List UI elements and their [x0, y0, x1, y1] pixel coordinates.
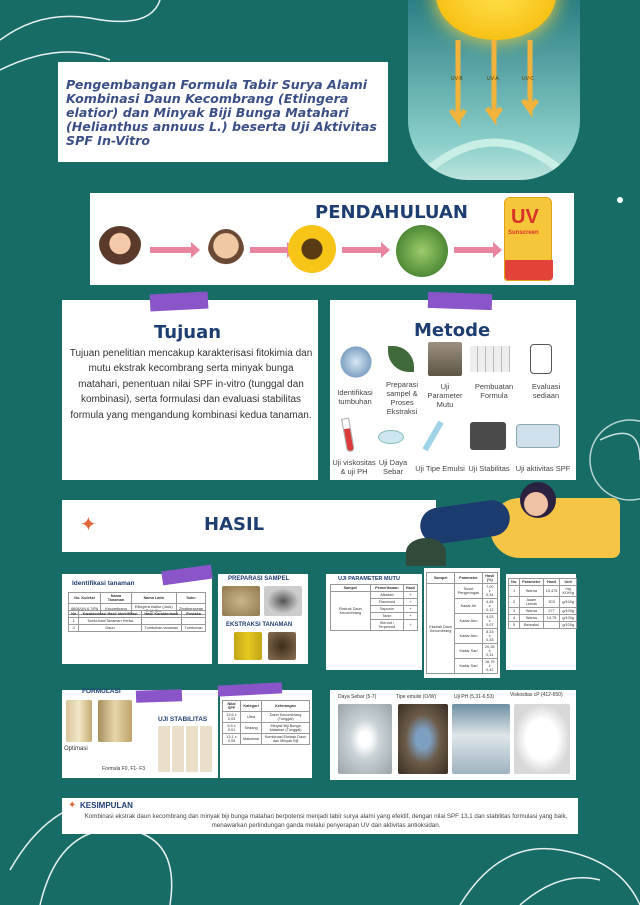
spf-card — [220, 690, 312, 778]
metode-step-2: Preparasi sampel & Proses Ekstraksi — [385, 380, 419, 416]
ekstraksi-title: EKSTRAKSI TANAMAN — [226, 622, 293, 628]
evaluasi-card — [330, 690, 576, 780]
arrow-3 — [342, 247, 382, 253]
daya-sebar-photo — [338, 704, 392, 774]
spf-table: Nilai SPF Kategori Keterangan 13,6 ± 0,03 Ultra Daun Kecombrang (Tunggal) 5,5 ± 0,01 Sedang Minyak Biji Bunga Matahari (Tunggal) 13,1 ± 0,05 Maksimal Kombinasi Ekstrak Daun dan Minyak Biji — [222, 700, 310, 745]
metode-step-6: Uji viskositas & uji PH — [332, 458, 376, 476]
metode-step-4: Pembuatan Formula — [474, 382, 514, 400]
sparkle-icon: ✦ — [80, 514, 97, 536]
stability-oven-icon — [470, 422, 506, 450]
ekstraksi-photo-1 — [234, 632, 262, 660]
metode-step-8: Uji Tipe Emulsi — [415, 464, 465, 473]
metode-card — [330, 300, 576, 480]
metode-step-9: Uji Stabilitas — [468, 464, 510, 473]
parameter-mutu-table-3: No. Parameter Hasil Unit 1 Warna 10,475 mg KOH/g 2 Asam Lemak 303 g/100g 3 Warna 277 g/100g 4 Warna 14,75 g/100g 5 Bereaksi g/100g — [506, 574, 576, 670]
uji-ph-label: Uji PH (5,31-6,53) — [454, 694, 495, 700]
kesimpulan-title: KESIMPULAN — [80, 801, 133, 810]
arrow-4 — [454, 247, 494, 253]
arrow-2 — [250, 247, 288, 253]
formulasi-caption-1: Optimasi — [64, 746, 88, 752]
sunflower-icon — [288, 225, 336, 273]
parameter-mutu-table: Sampel Pemeriksaan Hasil Ekstrak Daun Kecombrang Alkaloid + Flavonoid + Saponin + Tanin + Steroid / Terpenoid + — [330, 584, 418, 631]
identifikasi-title: Identifikasi tanaman — [72, 580, 135, 587]
poster-title: Pengembangan Formula Tabir Surya Alami Kombinasi Daun Kecombrang (Etlingera elatior) dan Minyak Biji Bunga Matahari (Helianthus annuus L.) beserta Uji Aktivitas SPF In-Vitro — [66, 77, 377, 148]
metode-step-1: Identifikasi tumbuhan — [337, 388, 373, 406]
spectrophotometer-icon — [516, 424, 560, 448]
identifikasi-table: No. Koleksi Nama Tanaman Nama Latin Suku 8608/UN.6.7/PA Kecombrang Etlingera elatior (Jack) R.M. Sm. Zingiberaceae — [68, 592, 206, 615]
hasil-card — [62, 500, 436, 552]
tujuan-accent — [150, 291, 209, 311]
preparasi-photo-1 — [222, 586, 260, 616]
formulasi-photo-1 — [66, 700, 92, 742]
viskositas-label: Viskositas cP (412-650) — [510, 692, 563, 698]
tujuan-text: Tujuan penelitian mencakup karakterisasi fitokimia dan mutu ekstrak kecombrang serta minyak bunga matahari, penentuan nilai SPF in-vitro (tunggal dan kombinasi), serta formulasi dan evaluasi stabilitas formula yang mengandung kombinasi kedua tanaman. — [69, 348, 313, 421]
kesimpulan-text: Kombinasi ekstrak daun kecombrang dan minyak biji bunga matahari berpotensi menjadi tabir surya alami yang efektif, dengan nilai SPF 13,1 dan stabilitas formulasi yang baik, menawarkan perlindungan ganda melalui penyerapan UV dan aktivitas antioksidan. — [84, 813, 568, 829]
tipe-emulsi-label: Tipe emulsi (O/W) — [396, 694, 437, 700]
formulasi-caption-2: Formula F0, F1- F3 — [102, 766, 146, 772]
identification-person-icon — [338, 344, 374, 380]
pendahuluan-card — [90, 193, 574, 285]
uvc-label: UV-C — [522, 76, 534, 82]
identifikasi-sub-table: No Karakterisasi Hasil Identifikasi Hasil Karakterisasi Pustaka 1 Tumbuhan/Tanaman Herba 2 Daun Tumbuhan tanaman Tumbuhan — [68, 610, 206, 632]
metode-step-3: Uji Parameter Mutu — [427, 382, 463, 409]
bottles-icon — [470, 346, 510, 372]
uji-ph-photo — [452, 704, 510, 774]
sun-graphic — [408, 0, 580, 180]
woman-face-icon — [208, 229, 244, 271]
preparasi-photo-2 — [264, 586, 302, 616]
sunscreen-uv-text: UV — [511, 206, 539, 228]
parameter-mutu-title: UJI PARAMETER MUTU — [338, 576, 400, 582]
woman-reading-illustration — [400, 478, 630, 568]
parameter-mutu-table-2: Sampel Parameter Hasil (%) Ekstrak Daun Kecombrang Susut Pengeringan 7,00 ± 0,34 Kadar Air 4,45 ± 0,12 Kadar Abu 4,03 ± 0,07 Kadar Abu 8,33 ± 0,33 Kadar Sari 20,25 ± 0,31 Kadar Sari 16,79 ± 0,42 — [424, 568, 500, 678]
ekstraksi-photo-2 — [268, 632, 296, 660]
title-box — [58, 62, 388, 162]
evaluation-person-icon — [530, 344, 552, 374]
extraction-photo — [428, 342, 462, 376]
tipe-emulsi-photo — [398, 704, 448, 774]
parameter-mutu-card — [326, 574, 422, 670]
metode-step-7: Uji Daya Sebar — [378, 458, 408, 476]
metode-step-10: Uji aktivitas SPF — [515, 464, 571, 473]
formulasi-title: FORMULASI — [82, 688, 121, 695]
preparasi-title: PREPARASI SAMPEL — [228, 576, 290, 582]
metode-title: Metode — [414, 320, 491, 341]
arrow-1 — [150, 247, 192, 253]
tujuan-card — [62, 300, 318, 480]
sparkle-small-icon: ✦ — [68, 800, 77, 811]
viskositas-photo — [514, 704, 570, 774]
spread-plate-icon — [378, 430, 404, 444]
formulasi-accent — [136, 689, 182, 703]
formulasi-photo-2 — [98, 700, 132, 742]
hasil-title: HASIL — [204, 514, 265, 535]
leaf-icon — [388, 346, 414, 372]
dropper-icon — [422, 421, 443, 452]
test-tube-icon — [341, 418, 355, 453]
woman-sun-icon — [98, 226, 142, 270]
formulasi-card — [62, 690, 218, 778]
daya-sebar-label: Daya Sebar (5-7) — [338, 694, 377, 700]
sunscreen-tube-icon — [504, 197, 552, 281]
identifikasi-card — [62, 574, 212, 664]
kecombrang-leaf-icon — [396, 225, 448, 277]
sunscreen-label: Sunscreen — [508, 230, 539, 236]
metode-step-5: Evaluasi sediaan — [531, 382, 561, 400]
tujuan-title: Tujuan — [154, 322, 222, 343]
stabilitas-photo — [158, 726, 214, 772]
uva-label: UV-A — [487, 76, 499, 82]
pendahuluan-title: PENDAHULUAN — [315, 202, 468, 223]
stabilitas-title: UJI STABILITAS — [158, 716, 208, 723]
kesimpulan-card — [62, 798, 578, 834]
preparasi-card — [218, 574, 308, 664]
uvb-label: UV-B — [451, 76, 463, 82]
metode-accent — [428, 292, 493, 310]
